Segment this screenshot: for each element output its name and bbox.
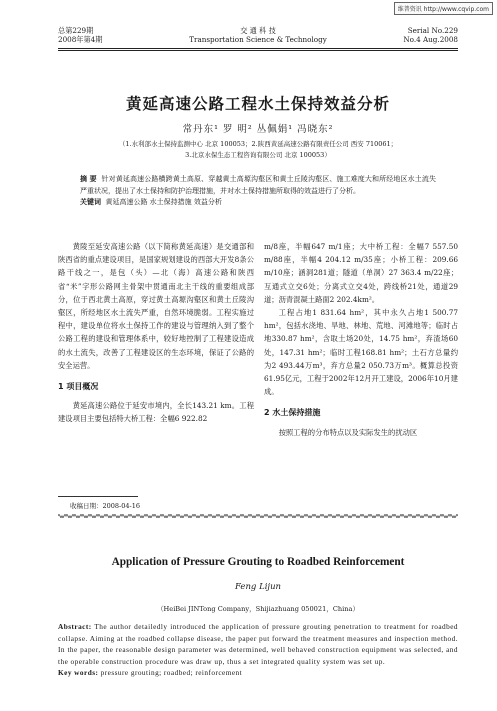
separator-wave bbox=[58, 513, 458, 519]
abstract-block bbox=[80, 174, 436, 209]
english-abstract bbox=[58, 621, 458, 679]
section-heading-2: 2 水土保持措施 bbox=[264, 408, 321, 418]
paper-title: 黄延高速公路工程水土保持效益分析 bbox=[125, 94, 390, 113]
english-keywords-text: pressure grouting; roadbed; reinforcement bbox=[100, 668, 243, 678]
english-abstract-label: Abstract: bbox=[58, 622, 92, 631]
land-use-paragraph: 工程占地1 831.64 hm²，其中永久占地1 500.77 hm²，包括水浇地、旱地、林地、荒地、河滩地等；临时占地330.87 hm²，含取土场20处，14.75 hm²，弃渣场60处，147.31 hm²；临时工程168.81 hm²；土石方总量约为2 493.44万m³，弃方总量2 050.73万m³。概算总投资61.95亿元，工程于2002年12月开工建设，2006年10月建成。 bbox=[264, 308, 458, 397]
footnote-rule bbox=[58, 496, 138, 497]
measures-paragraph: 按照工程的分布特点以及实际发生的扰动区 bbox=[278, 427, 418, 437]
english-affiliation: （HeiBei JINTong Company，Shijiazhuang 050021，China） bbox=[156, 605, 360, 613]
header-serial-cn: 总第229期 bbox=[58, 26, 94, 35]
watermark-stamp: 维普资讯 http://www.cqvip.com bbox=[394, 2, 493, 15]
keywords-text: 黄延高速公路 水土保持措施 效益分析 bbox=[105, 198, 222, 206]
abstract-label: 摘 要 bbox=[80, 175, 97, 183]
affiliation-line-1: （1.水利部水土保持监测中心 北京 100053；2.陕西黄延高速公路有限责任公司 西安 710061； bbox=[118, 140, 398, 148]
english-abstract-text: The author detailedly introduced the application of pressure grouting penetration to treatment for roadbed collapse. Aiming at the roadbed collapse disease, the paper put forward the treatment measures and inspection method. In the paper, the reasonable design parameter was determined, well behaved construction equipment was selected, and the operable construction procedure was draw up, thus a set integrated quality system was set up. bbox=[58, 622, 458, 666]
body-column-left bbox=[58, 240, 254, 426]
header-rule-thin bbox=[58, 50, 458, 51]
affiliation-line-2: 3.北京水保生态工程咨询有限公司 北京 100053） bbox=[185, 151, 331, 159]
header-issue-en: No.4 Aug.2008 bbox=[403, 35, 458, 44]
continued-paragraph: m/8座，半幅647 m/1座；大中桥工程：全幅7 557.50 m/88座，半幅4 204.12 m/35座；小桥工程：209.66 m/10座；涵洞281道；隧道（单洞）27 363.4 m/22座；互通式立交6处；分离式立交4处，跨线桥21处，通道29道；沥青混凝土路面2 202.4km²。 bbox=[264, 242, 458, 304]
journal-name-cn: 交 通 科 技 bbox=[240, 26, 276, 35]
received-date: 收稿日期：2008-04-16 bbox=[70, 502, 140, 510]
keywords-label: 关键词 bbox=[80, 198, 101, 206]
header-rule bbox=[58, 48, 458, 49]
abstract-text: 针对黄延高速公路横跨黄土高原、穿越黄土高塬沟壑区和黄土丘陵沟壑区、施工难度大和所经地区水土流失严重状况，提出了水土保持和防护治理措施，并对水土保持措施所取得的效益进行了分析。 bbox=[80, 175, 437, 195]
english-keywords-label: Key words: bbox=[58, 668, 99, 678]
section-heading-1: 1 项目概况 bbox=[58, 382, 99, 392]
intro-paragraph: 黄陵至延安高速公路（以下简称黄延高速）是交通部和陕西省的重点建设项目，是国家规划建设的西部大开发8条公路干线之一，是包（头）—北（海）高速公路和陕西省“米”字形公路网主骨架中贯通南北主干线的重要组成部分，位于西北黄土高原，穿过黄土高塬沟壑区和黄土丘陵沟壑区，所经地区水土流失严重，自然环境脆弱。工程实施过程中，建设单位将水土保持工作的建设与管理纳入到了整个公路工程的建设和管理体系中，较好地控制了工程建设造成的水土流失，改善了工程建设区的生态环境，保证了公路的安全运营。 bbox=[58, 242, 254, 370]
header-serial-en: Serial No.229 bbox=[407, 26, 458, 35]
english-author: Feng Lijun bbox=[234, 582, 282, 592]
header-issue-cn: 2008年第4期 bbox=[58, 35, 103, 44]
body-column-right bbox=[264, 240, 458, 439]
journal-name-en: Transportation Science & Technology bbox=[189, 35, 327, 44]
english-title: Application of Pressure Grouting to Roadbed Reinforcement bbox=[111, 556, 405, 568]
author-list: 常丹东¹ 罗 明² 丛佩娟¹ 冯晓东² bbox=[182, 124, 334, 135]
overview-paragraph: 黄延高速公路位于延安市境内，全长143.21 km。工程建设项目主要包括特大桥工程：全幅6 922.82 bbox=[58, 401, 254, 424]
